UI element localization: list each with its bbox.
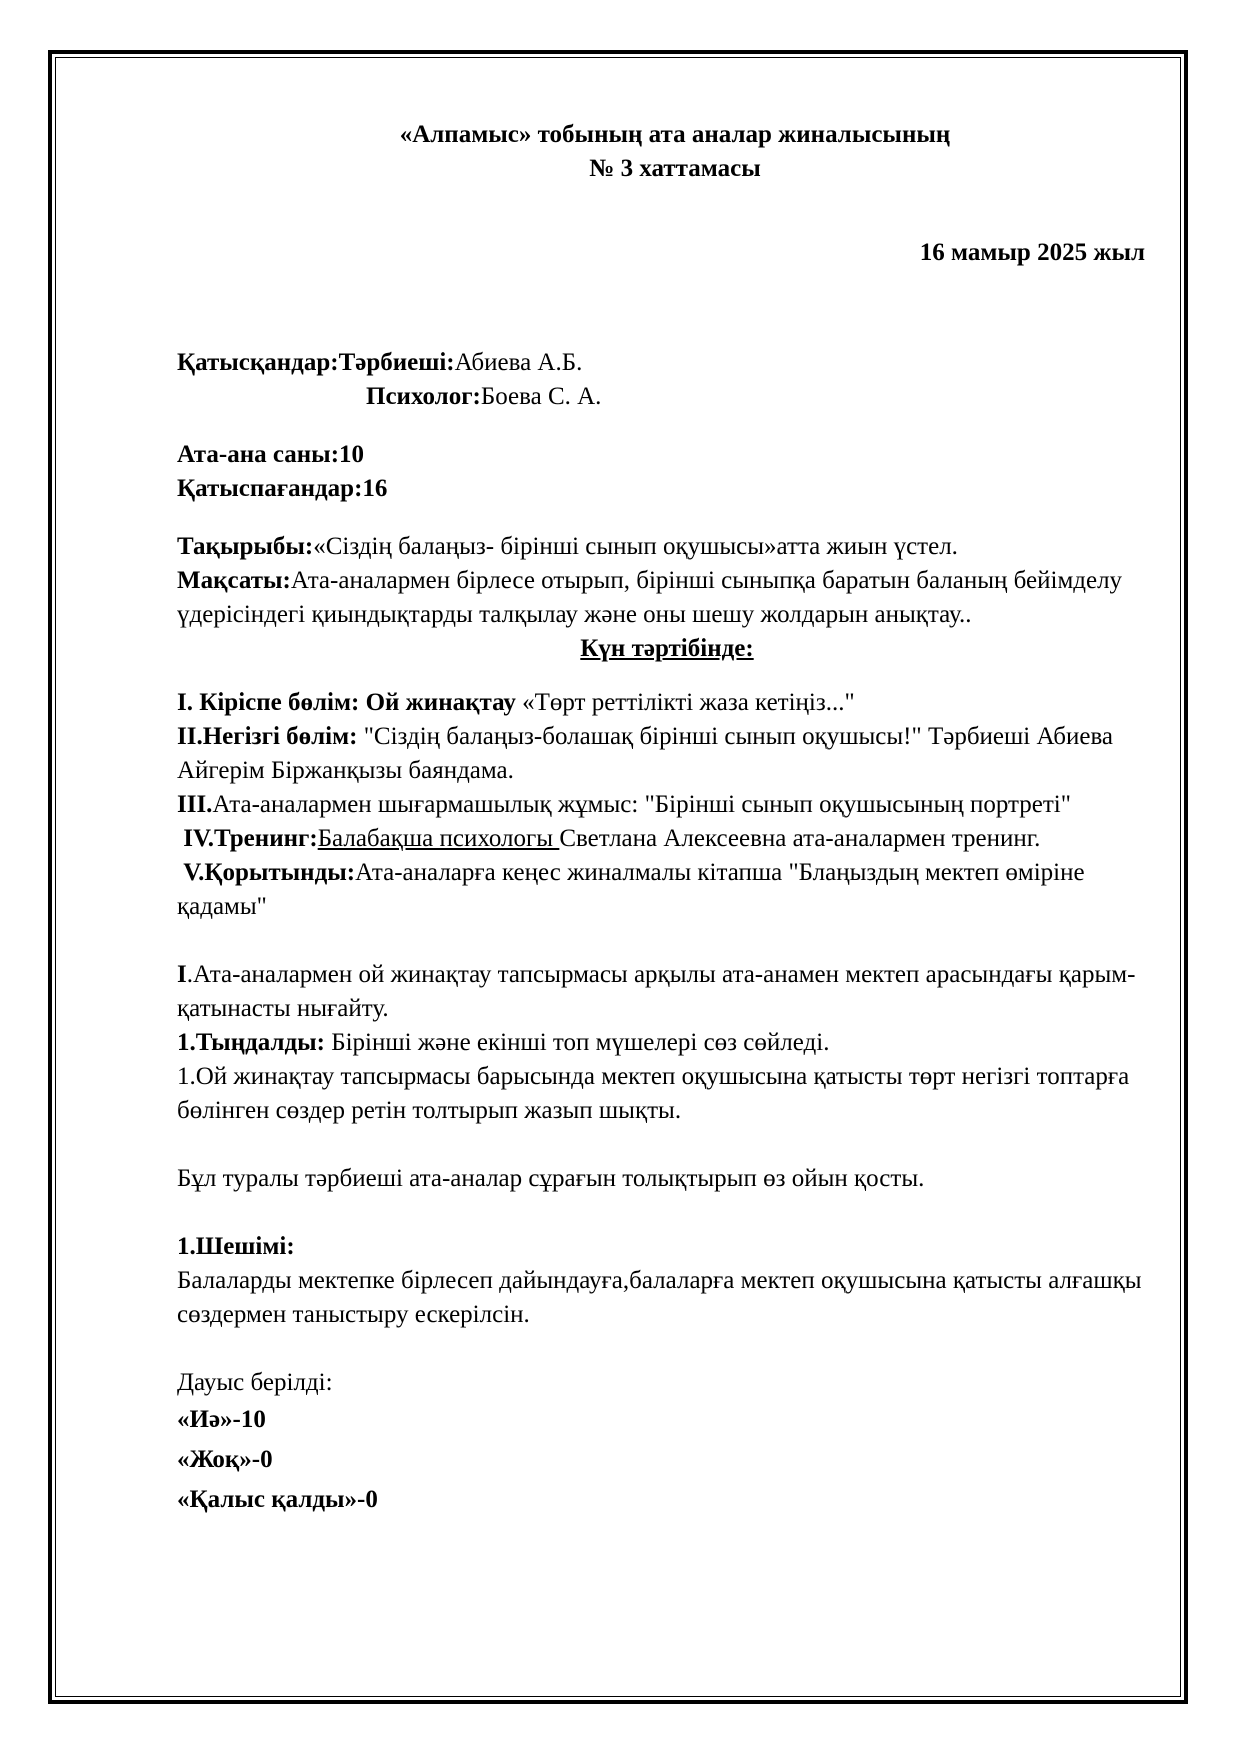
participants-teacher-line xyxy=(177,346,1157,380)
agenda-item-2-label: ІІ.Негізгі бөлім: xyxy=(177,723,358,750)
agenda-item-5-text: Ата-аналарға кеңес жиналмалы кітапша "Блаңыздың мектеп өміріне қадамы" xyxy=(177,859,1085,920)
section1-detail: 1.Ой жинақтау тапсырмасы барысында мектеп оқушысына қатысты төрт негізгі топтарға бөлінген сөздер ретін толтырып жазып шықты. xyxy=(177,1063,1130,1124)
psychologist-name: Боева С. А. xyxy=(480,383,602,410)
decision-text: Балаларды мектепке бірлесеп дайындауға,балаларға мектеп оқушысына қатысты алғашқы сөздермен таныстыру ескерілсін. xyxy=(177,1267,1142,1328)
agenda-item-2-text: "Сіздің балаңыз-болашақ бірінші сынып оқушысы!" Тәрбиеші Абиева Айгерім Біржанқызы баяндама. xyxy=(177,723,1114,784)
participants-label: Қатысқандар: xyxy=(177,349,339,376)
agenda-item-4 xyxy=(177,822,1157,856)
participants-psychologist-line xyxy=(177,380,1157,414)
section1-intro-text: .Ата-аналармен ой жинақтау тапсырмасы арқылы ата-анамен мектеп арасындағы қарым-қатынасты нығайту. xyxy=(177,961,1136,1022)
agenda-item-3 xyxy=(177,788,1157,822)
psychologist-label: Психолог: xyxy=(366,383,481,410)
goal-label: Мақсаты: xyxy=(177,567,291,594)
vote-no: «Жоқ»-0 xyxy=(177,1446,273,1473)
document-title-line1: «Алпамыс» тобының ата аналар жиналысының xyxy=(399,121,951,148)
agenda-item-3-label: ІІІ. xyxy=(177,791,213,818)
agenda-item-1-text: «Төрт реттілікті жаза кетіңіз..." xyxy=(515,689,855,716)
document-body xyxy=(177,118,1157,1520)
listened-text: Бірінші және екінші топ мүшелері сөз сөйледі. xyxy=(325,1029,830,1056)
agenda-item-1 xyxy=(177,686,1157,720)
decision-label: 1.Шешімі: xyxy=(177,1233,295,1260)
topic-label: Тақырыбы: xyxy=(177,533,314,560)
agenda-item-4-link: Балабақша психологы xyxy=(317,825,560,852)
parents-count: Ата-ана саны:10 xyxy=(177,441,365,468)
absent-count: Қатыспағандар:16 xyxy=(177,475,388,502)
teacher-note: Бұл туралы тәрбиеші ата-аналар сұрағын толықтырып өз ойын қосты. xyxy=(177,1165,925,1192)
agenda-item-4-text: Светлана Алексеевна ата-аналармен тренинг. xyxy=(559,825,1041,852)
voting-label: Дауыс берілді: xyxy=(177,1369,333,1396)
vote-yes: «Иә»-10 xyxy=(177,1406,266,1433)
teacher-name: Абиева А.Б. xyxy=(454,349,583,376)
section1-roman: І xyxy=(177,961,187,988)
vote-abstain: «Қалыс қалды»-0 xyxy=(177,1486,378,1513)
section1-listened xyxy=(177,1026,1157,1060)
agenda-item-5 xyxy=(177,856,1157,924)
section1-intro xyxy=(177,958,1157,1026)
document-date: 16 мамыр 2025 жыл xyxy=(919,239,1145,266)
agenda-item-4-label: IV.Тренинг: xyxy=(183,825,318,852)
agenda-heading: Күн тәртібінде: xyxy=(580,635,754,662)
topic-line xyxy=(177,530,1157,564)
agenda-item-2 xyxy=(177,720,1157,788)
agenda-item-3-text: Ата-аналармен шығармашылық жұмыс: "Бірінші сынып оқушысының портреті" xyxy=(212,791,1071,818)
teacher-label: Тәрбиеші: xyxy=(338,349,455,376)
agenda-item-1-label: І. Кіріспе бөлім: Ой жинақтау xyxy=(177,689,516,716)
goal-paragraph xyxy=(177,564,1157,632)
goal-text: Ата-аналармен бірлесе отырып, бірінші сыныпқа баратын баланың бейімделу үдерісіндегі қиындықтарды талқылау және оны шешу жолдарын анықтау.. xyxy=(177,567,1123,628)
topic-text: «Сіздің балаңыз- бірінші сынып оқушысы»атта жиын үстел. xyxy=(313,533,958,560)
listened-label: 1.Тыңдалды: xyxy=(177,1029,325,1056)
document-title-line2: № 3 хаттамасы xyxy=(589,155,761,182)
agenda-item-5-label: V.Қорытынды: xyxy=(183,859,356,886)
